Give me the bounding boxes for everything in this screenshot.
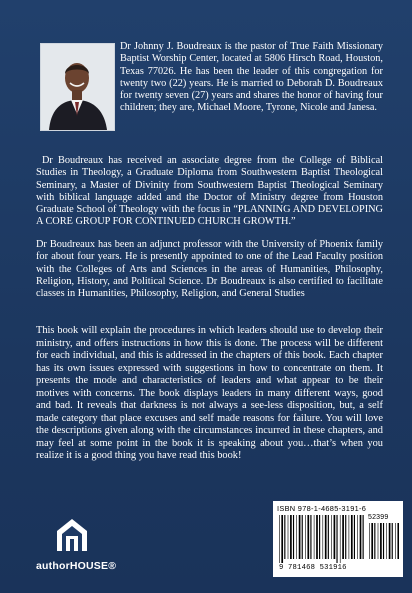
barcode-bar <box>288 515 289 559</box>
barcode-bar <box>279 515 280 563</box>
barcode-bar <box>281 515 283 563</box>
price-code: 52399 <box>368 514 389 521</box>
barcode-bar <box>360 515 362 559</box>
barcode-bar <box>345 515 346 559</box>
barcode-bar <box>284 515 285 559</box>
barcode-bar <box>328 515 329 559</box>
barcode-bar <box>293 515 294 559</box>
ean-digits: 9 781468 531916 <box>279 564 347 572</box>
barcode-bar <box>371 523 373 559</box>
author-photo <box>40 43 115 131</box>
barcode-bar <box>386 523 387 559</box>
barcode-bar <box>351 515 353 559</box>
author-bio-paragraph: Dr Johnny J. Boudreaux is the pastor of True Faith Missionary Baptist Worship Center, located at 5806 Hirsch Road, Houston, Texas 77026. He has been the leader of this congregation for twenty two (22) years. He is married to Deborah D. Boudreaux for twenty seven (27) years and shares the honor of having four children; they are, Michael Moore, Tyrone, Nicole and Janesa. <box>120 41 383 114</box>
barcode-bar <box>323 515 324 559</box>
barcode-bar <box>331 515 332 559</box>
barcode-bar <box>378 523 379 559</box>
barcode-bar <box>290 515 292 559</box>
isbn-barcode <box>273 501 403 577</box>
author-education-paragraph: Dr Boudreaux has received an associate degree from the College of Biblical Studies in Theology, a Graduate Diploma from Southwestern Baptist Theological Seminary, a Master of Divinity from Southwestern Baptist Theological Seminary with biblical language added and the Doctor of Ministry degree from Houston Graduate School of Theology with the focus in “PLANNING AND DEVELOPING A CORE GROUP FOR CONTINUED CHURCH GROWTH.” <box>36 155 383 228</box>
barcode-bar <box>354 515 355 559</box>
barcode-bar <box>380 523 382 559</box>
barcode-bar <box>357 515 358 559</box>
publisher-name: authorHOUSE® <box>36 560 117 572</box>
barcode-bar <box>302 515 303 559</box>
barcode-bar <box>397 523 399 559</box>
authorhouse-logo-icon <box>54 517 90 553</box>
barcode-bar <box>305 515 306 559</box>
barcode-bar <box>389 523 391 559</box>
price-barcode-bars <box>369 523 399 563</box>
barcode-bar <box>340 515 341 563</box>
barcode-bar <box>336 515 337 563</box>
barcode-bar <box>342 515 344 559</box>
barcode-bar <box>296 515 297 559</box>
barcode-bar <box>325 515 327 559</box>
barcode-bar <box>374 523 375 559</box>
barcode-bar <box>314 515 315 559</box>
book-description-paragraph: This book will explain the procedures in which leaders should use to develop their ministry, and offers instructions in how this is done. The process will be different for each individual, and this is addressed in the chapters of this book. Each chapter has its own issues expressed with suggestions in how to concentrate on them. It presents the mode and characteristics of leaders and what appear to be their motives with concerns. The book displays leaders in many different ways, good and bad. It reveals that darkness is not always a see-less disposition, but, a self made category that place excuses and self made reasons for failure. You will love the descriptions given along with the circumstances incurred in these chapters, and may feel at some point in the book it is speaking about you…that’s when you realize it is a good thing you have read this book! <box>36 325 383 461</box>
author-portrait-image <box>41 44 114 130</box>
barcode-bar <box>319 515 320 559</box>
barcode-bar <box>349 515 350 559</box>
barcode-bar <box>369 523 370 559</box>
barcode-bar <box>383 523 384 559</box>
barcode-bar <box>299 515 301 559</box>
author-teaching-paragraph: Dr Boudreaux has been an adjunct professor with the University of Phoenix family for about four years. He is presently appointed to one of the Lead Faculty position with the Colleges of Arts and Sciences in the areas of Humanities, Philosophy, Religion, History, and Political Science. Dr Boudreaux is also certified to facilitate classes in Humanities, Philosophy, Religion, and General Studies <box>36 239 383 300</box>
barcode-bar <box>307 515 309 559</box>
barcode-bar <box>334 515 336 559</box>
publisher-logo <box>36 517 120 577</box>
barcode-bar <box>316 515 318 559</box>
ean-barcode-bars <box>279 515 365 563</box>
isbn-number: ISBN 978-1-4685-3191-6 <box>277 504 367 513</box>
barcode-bar <box>310 515 311 559</box>
barcode-bar <box>392 523 393 559</box>
barcode-bar <box>395 523 396 559</box>
barcode-bar <box>363 515 364 559</box>
